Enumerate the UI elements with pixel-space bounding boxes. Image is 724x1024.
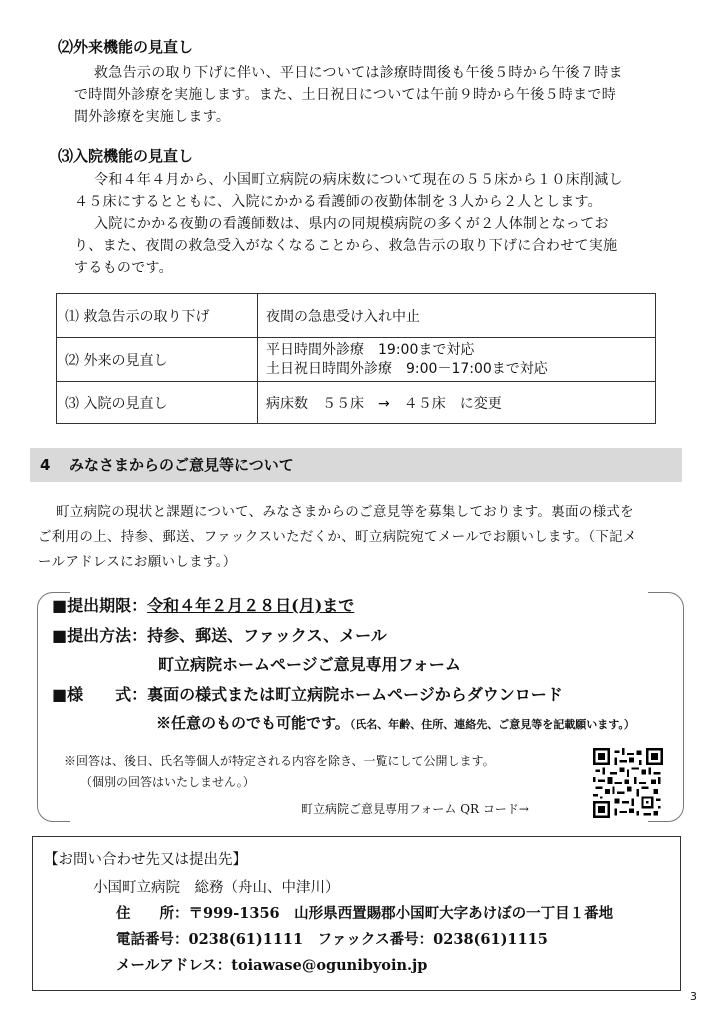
contact-phone: 電話番号：0238(61)1111 ファックス番号：0238(61)1115 <box>116 931 548 948</box>
table-cell-value-line: 平日時間外診療 19:00まで対応 <box>266 341 475 358</box>
table-row <box>57 294 656 338</box>
contact-email: メールアドレス：toiawase@ogunibyoin.jp <box>116 957 428 974</box>
note-main: ※任意のものでも可能です。 <box>156 714 350 732</box>
section-4-banner <box>30 448 682 482</box>
contact-address <box>116 902 613 923</box>
reply-note-1: ※回答は、後日、氏名等個人が特定される内容を除き、一覧にして公開します。 <box>64 754 495 768</box>
deadline-label: ■提出期限： <box>52 596 148 615</box>
form-value: 裏面の様式または町立病院ホームページからダウンロード <box>147 685 563 704</box>
table-cell-label: ⑴ 救急告示の取り下げ <box>57 294 258 338</box>
measures-table <box>56 293 656 424</box>
address-value: 〒999-1356 山形県西置賜郡小国町大字あけぼの一丁目１番地 <box>188 905 614 922</box>
table-row <box>57 338 656 382</box>
section-3-line-1: 令和４年４月から、小国町立病院の病床数について現在の５５床から１０床削減し <box>94 172 623 188</box>
qr-code[interactable] <box>593 748 663 818</box>
section-2-line-1: 救急告示の取り下げに伴い、平日については診療時間後も午後５時から午後７時ま <box>94 65 623 81</box>
deadline-value: 令和４年２月２８日(月)まで <box>147 596 355 615</box>
table-cell-value <box>258 382 656 424</box>
section-2-line-3: 間外診療を実施します。 <box>74 109 231 125</box>
section-4-line-3: ールアドレスにお願いします。） <box>38 554 237 570</box>
section-3-line-4: り、また、夜間の救急受入がなくなることから、救急告示の取り下げに合わせて実施 <box>74 238 618 254</box>
page-number: 3 <box>690 990 697 1003</box>
section-4-title: みなさまからのご意見等について <box>69 456 294 474</box>
qr-caption: 町立病院ご意見専用フォーム QR コード→ <box>301 802 529 816</box>
table-cell-value <box>258 338 656 382</box>
section-3-line-2: ４５床にするとともに、入院にかかる看護師の夜勤体制を３人から２人とします。 <box>74 194 602 210</box>
contact-title: 【お問い合わせ先又は提出先】 <box>44 852 247 868</box>
table-cell-label: ⑵ 外来の見直し <box>57 338 258 382</box>
table-cell-value-line: 夜間の急患受け入れ中止 <box>266 308 420 325</box>
section-4-line-1: 町立病院の現状と課題について、みなさまからのご意見等を募集しております。裏面の様式を <box>56 504 634 520</box>
section-3-heading: ⑶入院機能の見直し <box>58 147 194 165</box>
contact-org: 小国町立病院 総務（舟山、中津川） <box>93 880 340 896</box>
section-2-line-2: で時間外診療を実施します。また、土日祝日については午前９時から午後５時まで時 <box>74 87 616 103</box>
section-3-line-3: 入院にかかる夜勤の看護師数は、県内の同規模病院の多くが２人体制となってお <box>94 216 609 232</box>
reply-note-2: （個別の回答はいたしません。） <box>80 775 255 789</box>
section-4-line-2: ご利用の上、持参、郵送、ファックスいただくか、町立病院宛てメールでお願いします。（下記メ <box>38 529 637 545</box>
section-4-number: 4 <box>40 456 51 474</box>
table-cell-value-line: 土日祝日時間外診療 9:00－17:00まで対応 <box>266 360 548 377</box>
submission-form <box>52 682 563 705</box>
table-cell-value-line: 病床数 ５５床 → ４５床 に変更 <box>266 395 502 412</box>
method-value-1: 持参、郵送、ファックス、メール <box>147 626 387 645</box>
submission-method <box>52 623 387 646</box>
table-cell-value <box>258 294 656 338</box>
method-label: ■提出方法： <box>52 626 148 645</box>
submission-note <box>156 712 635 733</box>
section-2-heading: ⑵外来機能の見直し <box>58 38 194 56</box>
submission-deadline <box>52 593 354 616</box>
address-label: 住 所： <box>116 905 189 922</box>
table-row <box>57 382 656 424</box>
table-cell-label: ⑶ 入院の見直し <box>57 382 258 424</box>
section-3-line-5: するものです。 <box>74 260 173 276</box>
method-value-2: 町立病院ホームページご意見専用フォーム <box>158 655 461 674</box>
note-small: （氏名、年齢、住所、連絡先、ご意見等を記載願います。） <box>349 718 635 731</box>
form-label: ■様 式： <box>52 685 148 704</box>
